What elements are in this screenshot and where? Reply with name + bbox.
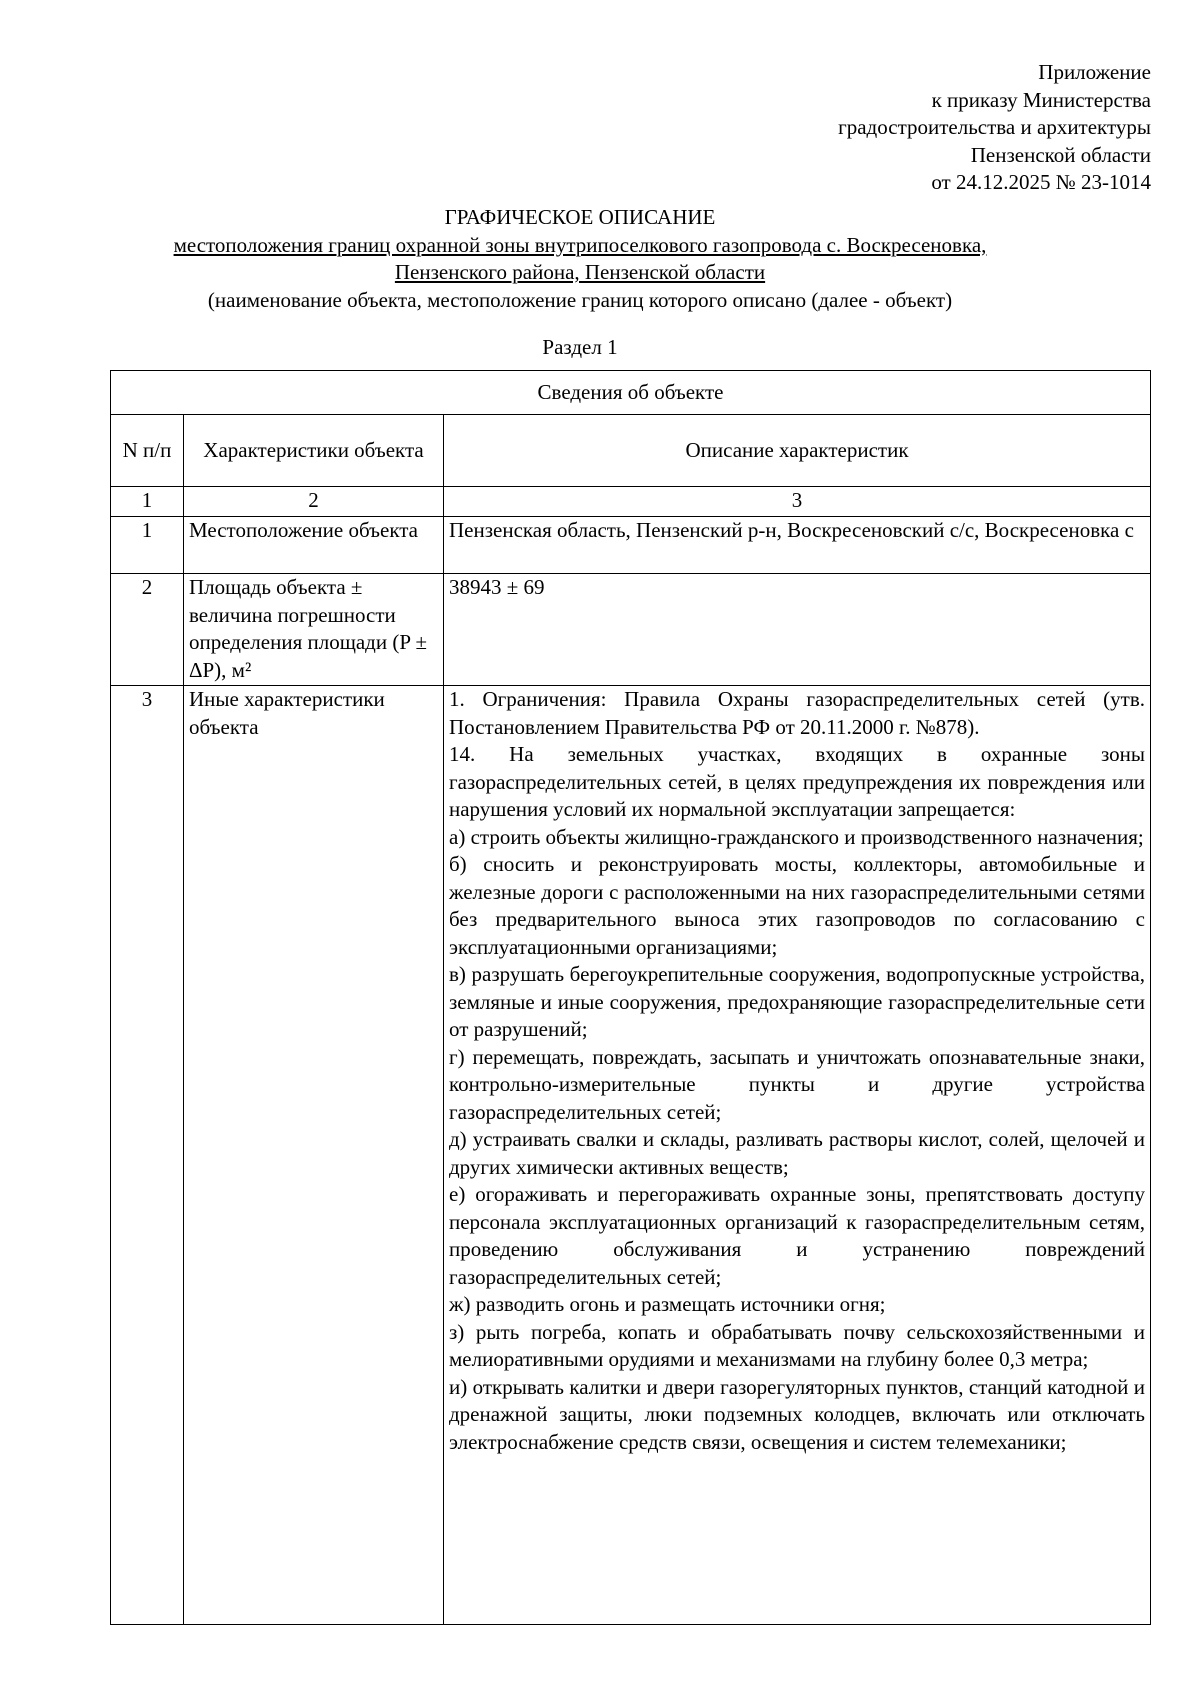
column-header: N п/п: [111, 415, 184, 487]
object-name-caption: (наименование объекта, местоположение границ которого описано (далее - объект): [207, 287, 953, 312]
restriction-paragraph: з) рыть погреба, копать и обрабатывать почву сельскохозяйственными и мелиоративными орудиями и механизмами на глубину более 0,3 метра;: [449, 1319, 1146, 1371]
row-characteristic: Площадь объекта ± величина погрешности определения площади (P ± ΔP), м²: [184, 574, 444, 686]
table-header-row: [111, 371, 1151, 415]
restriction-paragraph: б) сносить и реконструировать мосты, коллекторы, автомобильные и железные дороги с расположенными на них газораспределительными сетями без предварительного выноса этих газопроводов по согласованию с эксплуатационными организациями;: [449, 852, 1146, 959]
column-header: Характеристики объекта: [184, 415, 444, 487]
restriction-paragraph: е) огораживать и перегораживать охранные зоны, препятствовать доступу персонала эксплуатационных организаций к газораспределительным сетям, проведению обслуживания и устранению повреждений газораспределительных сетей;: [449, 1182, 1146, 1289]
column-headers-row: [111, 415, 1151, 487]
appendix-line: градостроительства и архитектуры: [838, 115, 1151, 139]
appendix-header: [838, 59, 1151, 197]
restriction-paragraph: и) открывать калитки и двери газорегуляторных пунктов, станций катодной и дренажной защиты, люки подземных колодцев, включать или отключать электроснабжение средств связи, освещения и систем телемеханики;: [449, 1374, 1146, 1454]
restriction-paragraph: г) перемещать, повреждать, засыпать и уничтожать опознавательные знаки, контрольно-измерительные пункты и другие устройства газораспределительных сетей;: [449, 1044, 1146, 1124]
section-label: Раздел 1: [542, 335, 618, 359]
row-description: Пензенская область, Пензенский р-н, Воскресеновский с/с, Воскресеновка с: [444, 517, 1151, 574]
document-title: ГРАФИЧЕСКОЕ ОПИСАНИЕ: [444, 205, 716, 229]
row-description: [444, 686, 1151, 1625]
object-name-line: [0, 232, 1160, 260]
row-characteristic: Местоположение объекта: [184, 517, 444, 574]
table-row: [111, 574, 1151, 686]
appendix-line: к приказу Министерства: [931, 87, 1151, 112]
appendix-line: Пензенской области: [970, 142, 1151, 167]
object-name-line: [0, 259, 1160, 287]
restriction-paragraph: а) строить объекты жилищно-гражданского и производственного назначения;: [449, 824, 1144, 849]
column-number: 1: [111, 487, 184, 517]
appendix-line: Приложение: [1038, 60, 1151, 84]
title-block: [0, 204, 1160, 314]
row-description: 38943 ± 69: [444, 574, 1151, 686]
table-row: [111, 517, 1151, 574]
appendix-order-date: от 24.12.2025 № 23-1014: [931, 170, 1151, 194]
row-number: 3: [111, 686, 184, 1625]
row-number: 1: [111, 517, 184, 574]
column-number: 2: [184, 487, 444, 517]
table-row: [111, 686, 1151, 1625]
object-name-text: местоположения границ охранной зоны внутрипоселкового газопровода с. Воскресеновка,: [173, 232, 987, 257]
restriction-paragraph: 14. На земельных участках, входящих в охранные зоны газораспределительных сетей, в целях предупреждения их повреждения или нарушения условий их нормальной эксплуатации запрещается:: [449, 742, 1146, 821]
object-info-table: [110, 370, 1151, 1625]
column-numbers-row: [111, 487, 1151, 517]
table-header: Сведения об объекте: [111, 371, 1151, 415]
column-number: 3: [444, 487, 1151, 517]
restriction-paragraph: ж) разводить огонь и размещать источники огня;: [449, 1292, 886, 1316]
restriction-paragraph: в) разрушать берегоукрепительные сооружения, водопропускные устройства, земляные и иные сооружения, предохраняющие газораспределительные сети от разрушений;: [449, 962, 1146, 1041]
object-name-text: Пензенского района, Пензенской области: [394, 260, 766, 284]
row-characteristic: Иные характеристики объекта: [184, 686, 444, 1625]
column-header: Описание характеристик: [444, 415, 1151, 487]
restriction-paragraph: 1. Ограничения: Правила Охраны газораспределительных сетей (утв. Постановлением Правительства РФ от 20.11.2000 г. №878).: [449, 687, 1146, 739]
row-number: 2: [111, 574, 184, 686]
restriction-paragraph: д) устраивать свалки и склады, разливать растворы кислот, солей, щелочей и других химически активных веществ;: [449, 1127, 1146, 1179]
